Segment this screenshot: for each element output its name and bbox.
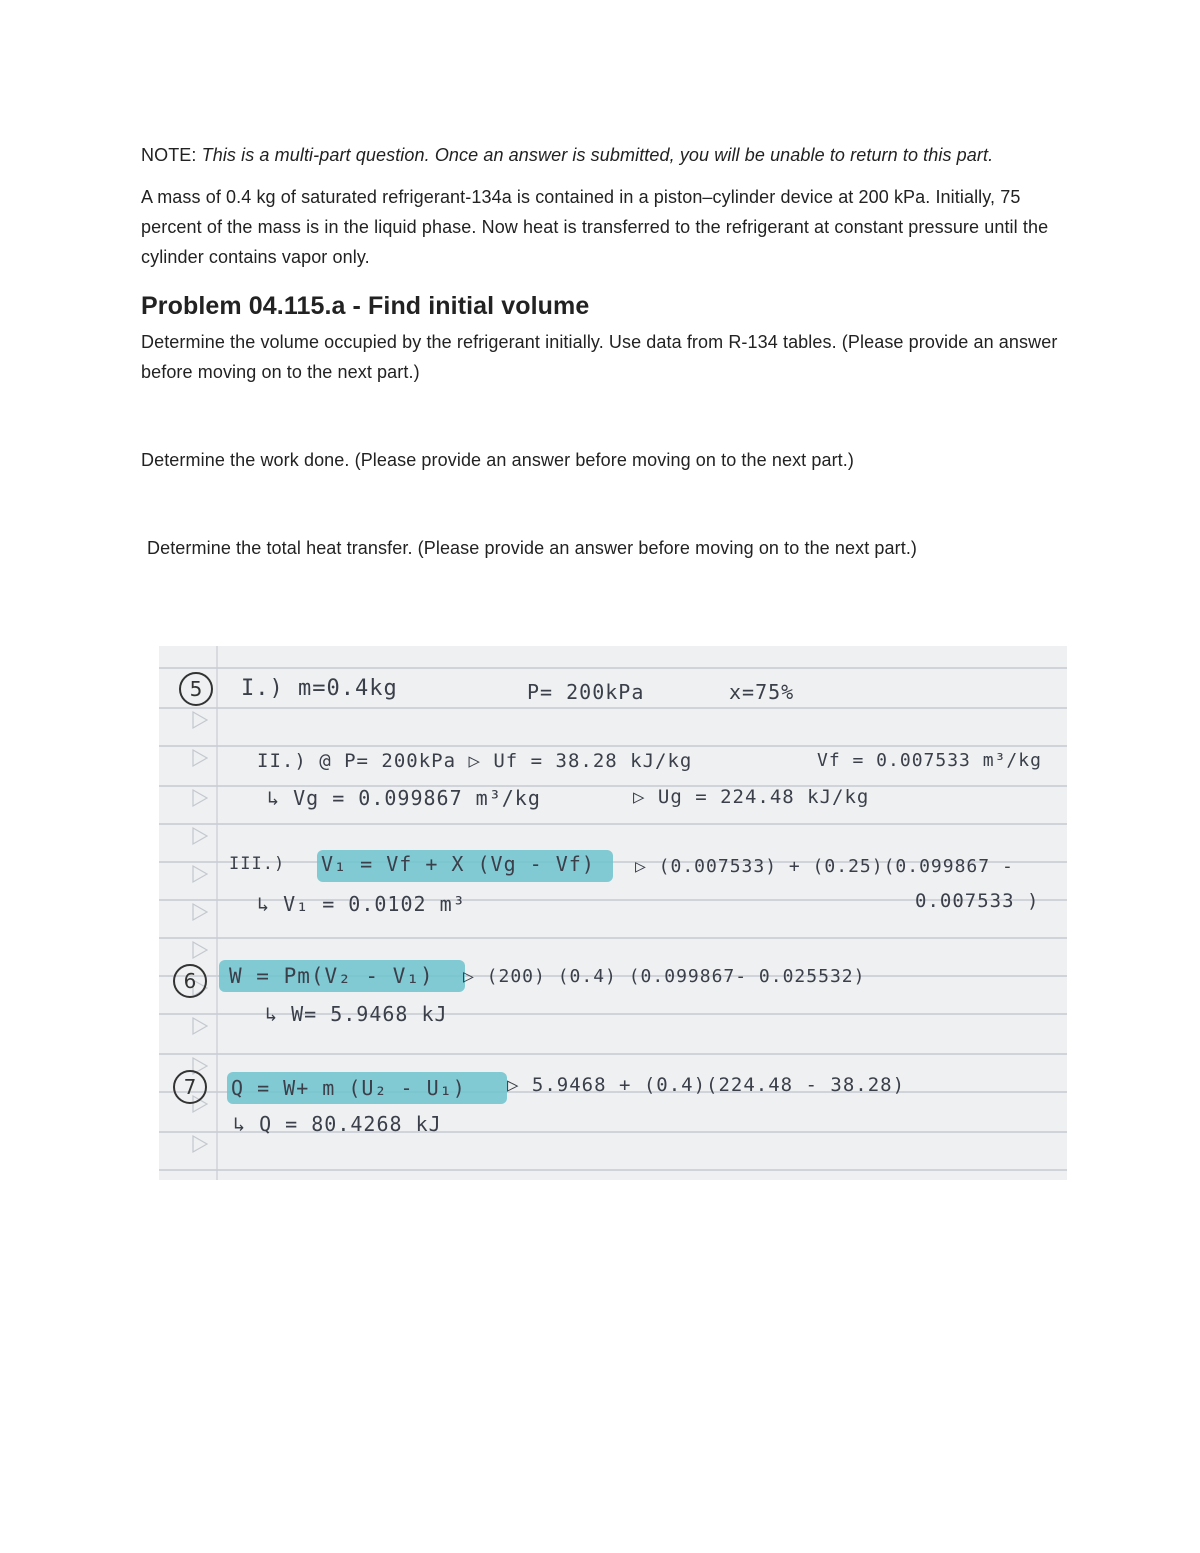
hw-line-2b: Vf = 0.007533 m³/kg — [817, 750, 1042, 771]
step-number-7: 7 — [173, 1070, 207, 1104]
note-text: This is a multi-part question. Once an answer is submitted, you will be unable to return to this part. — [201, 145, 994, 165]
hw-line-6b: ▷ (200) (0.4) (0.099867- 0.025532) — [463, 966, 866, 987]
note-paragraph — [141, 140, 1061, 170]
hw-line-3a: ↳ Vg = 0.099867 m³/kg — [267, 786, 541, 810]
hw-line-2a: II.) @ P= 200kPa ▷ Uf = 38.28 kJ/kg — [257, 750, 693, 772]
hw-line-3b: ▷ Ug = 224.48 kJ/kg — [633, 786, 870, 808]
hw-line-4c: ▷ (0.007533) + (0.25)(0.099867 - — [635, 856, 1014, 877]
hw-line-4b: V₁ = Vf + X (Vg - Vf) — [321, 852, 595, 876]
hw-line-5a: ↳ V₁ = 0.0102 m³ — [257, 892, 466, 916]
problem-statement: A mass of 0.4 kg of saturated refrigerant-134a is contained in a piston–cylinder device at 200 kPa. Initially, 75 percent of the mass is in the liquid phase. Now heat is transferred to the refrigerant at constant pressure until the cylinder contains vapor only. — [141, 187, 1049, 267]
hw-line-1c: x=75% — [729, 680, 795, 704]
hw-line-6a: W = Pm(V₂ - V₁) — [229, 964, 434, 988]
hw-line-7: ↳ W= 5.9468 kJ — [265, 1002, 448, 1026]
hw-line-1a: I.) m=0.4kg — [241, 676, 398, 701]
part-b-question: Determine the work done. (Please provide an answer before moving on to the next part.) — [141, 450, 854, 470]
hw-line-8a: Q = W+ m (U₂ - U₁) — [231, 1076, 466, 1100]
step-number-5: 5 — [179, 672, 213, 706]
part-c-question: Determine the total heat transfer. (Please provide an answer before moving on to the next part.) — [147, 538, 918, 558]
hw-line-4a: III.) — [229, 854, 286, 874]
spacer — [141, 487, 1061, 533]
note-prefix: NOTE: — [141, 145, 197, 165]
part-a-question: Determine the volume occupied by the refrigerant initially. Use data from R-134 tables. (Please provide an answer before moving on to the next part.) — [141, 332, 1058, 382]
hw-line-1b: P= 200kPa — [527, 680, 645, 704]
problem-title: Problem 04.115.a - Find initial volume — [141, 292, 590, 320]
hw-line-8b: ▷ 5.9468 + (0.4)(224.48 - 38.28) — [507, 1074, 906, 1096]
spacer — [141, 399, 1061, 445]
hw-line-9: ↳ Q = 80.4268 kJ — [233, 1112, 442, 1136]
hw-line-5b: 0.007533 ) — [915, 890, 1040, 912]
step-number-6: 6 — [173, 964, 207, 998]
document-page — [141, 140, 1061, 575]
handwritten-solution-photo — [159, 646, 1067, 1180]
